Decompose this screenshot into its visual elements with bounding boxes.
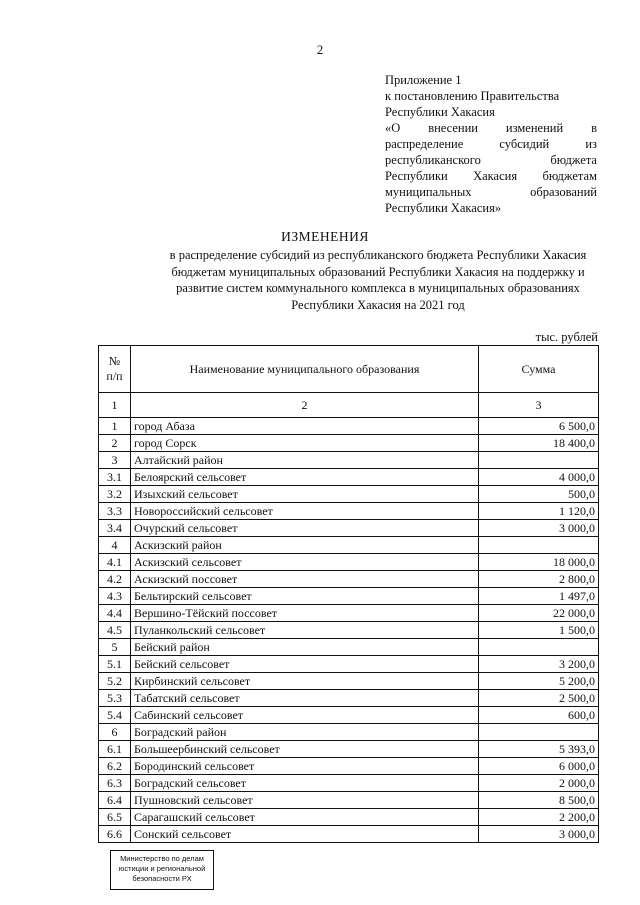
appendix-block bbox=[385, 72, 597, 216]
appendix-line: муниципальных образований bbox=[385, 185, 597, 199]
table-header-row bbox=[99, 346, 599, 393]
row-number: 6.6 bbox=[99, 826, 131, 843]
column-number: 3 bbox=[479, 393, 599, 418]
table-row bbox=[99, 639, 599, 656]
table-row bbox=[99, 656, 599, 673]
row-name: Аскизский район bbox=[131, 537, 479, 554]
row-name: Белоярский сельсовет bbox=[131, 469, 479, 486]
row-number: 6.3 bbox=[99, 775, 131, 792]
table-row bbox=[99, 486, 599, 503]
table-row bbox=[99, 792, 599, 809]
table-row bbox=[99, 537, 599, 554]
row-sum: 8 500,0 bbox=[479, 792, 599, 809]
row-sum: 1 497,0 bbox=[479, 588, 599, 605]
stamp-line: безопасности РХ bbox=[132, 874, 192, 883]
row-name: Большеербинский сельсовет bbox=[131, 741, 479, 758]
header-number bbox=[99, 346, 131, 393]
row-sum: 18 400,0 bbox=[479, 435, 599, 452]
row-sum: 2 000,0 bbox=[479, 775, 599, 792]
row-name: Боградский сельсовет bbox=[131, 775, 479, 792]
appendix-line: Республики Хакасия bbox=[385, 105, 495, 119]
distribution-table bbox=[98, 345, 599, 843]
row-number: 4.3 bbox=[99, 588, 131, 605]
row-number: 4.1 bbox=[99, 554, 131, 571]
table-row bbox=[99, 520, 599, 537]
row-number: 3.1 bbox=[99, 469, 131, 486]
appendix-line: Приложение 1 bbox=[385, 73, 462, 87]
appendix-line: распределение субсидий из bbox=[385, 137, 597, 151]
row-name: Вершино-Тёйский поссовет bbox=[131, 605, 479, 622]
row-number: 5.4 bbox=[99, 707, 131, 724]
table-row bbox=[99, 826, 599, 843]
table-row bbox=[99, 758, 599, 775]
subtitle-line: бюджетам муниципальных образований Республики Хакасия на поддержку и bbox=[171, 264, 585, 279]
ministry-stamp bbox=[110, 850, 214, 890]
row-number: 2 bbox=[99, 435, 131, 452]
subtitle-line: Республики Хакасия на 2021 год bbox=[291, 297, 465, 312]
table-row bbox=[99, 452, 599, 469]
row-name: Пушновский сельсовет bbox=[131, 792, 479, 809]
table-row bbox=[99, 707, 599, 724]
stamp-line: Министерство по делам bbox=[120, 854, 204, 863]
document-title: ИЗМЕНЕНИЯ bbox=[281, 229, 369, 244]
appendix-line: Республики Хакасия бюджетам bbox=[385, 169, 597, 183]
row-sum: 3 200,0 bbox=[479, 656, 599, 673]
row-number: 5.1 bbox=[99, 656, 131, 673]
subtitle-line: развитие систем коммунального комплекса в муниципальных образованиях bbox=[176, 281, 580, 295]
table-row bbox=[99, 673, 599, 690]
table-row bbox=[99, 435, 599, 452]
row-sum: 6 000,0 bbox=[479, 758, 599, 775]
row-sum: 3 000,0 bbox=[479, 520, 599, 537]
document-subtitle bbox=[108, 247, 640, 313]
appendix-line: Республики Хакасия» bbox=[385, 201, 502, 215]
table-row bbox=[99, 605, 599, 622]
appendix-line: к постановлению Правительства bbox=[385, 89, 560, 103]
row-number: 6.2 bbox=[99, 758, 131, 775]
table-row bbox=[99, 775, 599, 792]
row-name: Табатский сельсовет bbox=[131, 690, 479, 707]
table-row bbox=[99, 724, 599, 741]
header-name: Наименование муниципального образования bbox=[131, 346, 479, 393]
row-sum: 6 500,0 bbox=[479, 418, 599, 435]
table-row bbox=[99, 571, 599, 588]
table-row bbox=[99, 503, 599, 520]
row-number: 3.3 bbox=[99, 503, 131, 520]
row-sum: 2 800,0 bbox=[479, 571, 599, 588]
table-row bbox=[99, 622, 599, 639]
row-number: 4.5 bbox=[99, 622, 131, 639]
row-sum: 1 120,0 bbox=[479, 503, 599, 520]
row-sum: 5 200,0 bbox=[479, 673, 599, 690]
row-number: 4.4 bbox=[99, 605, 131, 622]
row-name: Аскизский сельсовет bbox=[131, 554, 479, 571]
row-name: Боградский район bbox=[131, 724, 479, 741]
row-sum bbox=[479, 639, 599, 656]
row-number: 6.1 bbox=[99, 741, 131, 758]
table-row bbox=[99, 469, 599, 486]
row-sum bbox=[479, 537, 599, 554]
row-sum: 600,0 bbox=[479, 707, 599, 724]
table-row bbox=[99, 554, 599, 571]
table-row bbox=[99, 690, 599, 707]
row-number: 6.5 bbox=[99, 809, 131, 826]
header-number-line: № bbox=[108, 354, 121, 368]
row-name: Бородинский сельсовет bbox=[131, 758, 479, 775]
row-name: Бельтирский сельсовет bbox=[131, 588, 479, 605]
row-sum: 1 500,0 bbox=[479, 622, 599, 639]
stamp-line: юстиции и региональной bbox=[118, 864, 206, 873]
row-number: 3.2 bbox=[99, 486, 131, 503]
column-number: 1 bbox=[99, 393, 131, 418]
row-sum: 5 393,0 bbox=[479, 741, 599, 758]
row-name: Пуланкольский сельсовет bbox=[131, 622, 479, 639]
row-number: 3 bbox=[99, 452, 131, 469]
row-sum: 2 500,0 bbox=[479, 690, 599, 707]
row-name: Бейский район bbox=[131, 639, 479, 656]
row-name: Аскизский поссовет bbox=[131, 571, 479, 588]
page-number: 2 bbox=[316, 42, 324, 57]
row-number: 5.3 bbox=[99, 690, 131, 707]
column-number: 2 bbox=[131, 393, 479, 418]
row-number: 3.4 bbox=[99, 520, 131, 537]
header-number-line: п/п bbox=[106, 369, 123, 383]
row-name: Сонский сельсовет bbox=[131, 826, 479, 843]
table-row bbox=[99, 418, 599, 435]
row-number: 1 bbox=[99, 418, 131, 435]
row-name: город Сорск bbox=[131, 435, 479, 452]
column-numbers-row bbox=[99, 393, 599, 418]
appendix-line: республиканского бюджета bbox=[385, 153, 597, 167]
row-name: город Абаза bbox=[131, 418, 479, 435]
row-name: Изыхский сельсовет bbox=[131, 486, 479, 503]
row-sum bbox=[479, 724, 599, 741]
row-number: 4.2 bbox=[99, 571, 131, 588]
row-sum: 500,0 bbox=[479, 486, 599, 503]
row-number: 5.2 bbox=[99, 673, 131, 690]
row-number: 6 bbox=[99, 724, 131, 741]
row-name: Сарагашский сельсовет bbox=[131, 809, 479, 826]
row-name: Сабинский сельсовет bbox=[131, 707, 479, 724]
row-sum: 22 000,0 bbox=[479, 605, 599, 622]
table-row bbox=[99, 588, 599, 605]
row-sum: 3 000,0 bbox=[479, 826, 599, 843]
unit-label: тыс. рублей bbox=[535, 330, 598, 344]
row-name: Алтайский район bbox=[131, 452, 479, 469]
table-row bbox=[99, 741, 599, 758]
row-sum: 4 000,0 bbox=[479, 469, 599, 486]
table-row bbox=[99, 809, 599, 826]
row-number: 4 bbox=[99, 537, 131, 554]
row-sum: 18 000,0 bbox=[479, 554, 599, 571]
row-sum bbox=[479, 452, 599, 469]
appendix-line: «О внесении изменений в bbox=[385, 121, 597, 135]
row-number: 5 bbox=[99, 639, 131, 656]
row-name: Новороссийский сельсовет bbox=[131, 503, 479, 520]
row-number: 6.4 bbox=[99, 792, 131, 809]
header-sum: Сумма bbox=[479, 346, 599, 393]
row-sum: 2 200,0 bbox=[479, 809, 599, 826]
subtitle-line: в распределение субсидий из республиканского бюджета Республики Хакасия bbox=[169, 248, 587, 262]
row-name: Очурский сельсовет bbox=[131, 520, 479, 537]
row-name: Бейский сельсовет bbox=[131, 656, 479, 673]
row-name: Кирбинский сельсовет bbox=[131, 673, 479, 690]
